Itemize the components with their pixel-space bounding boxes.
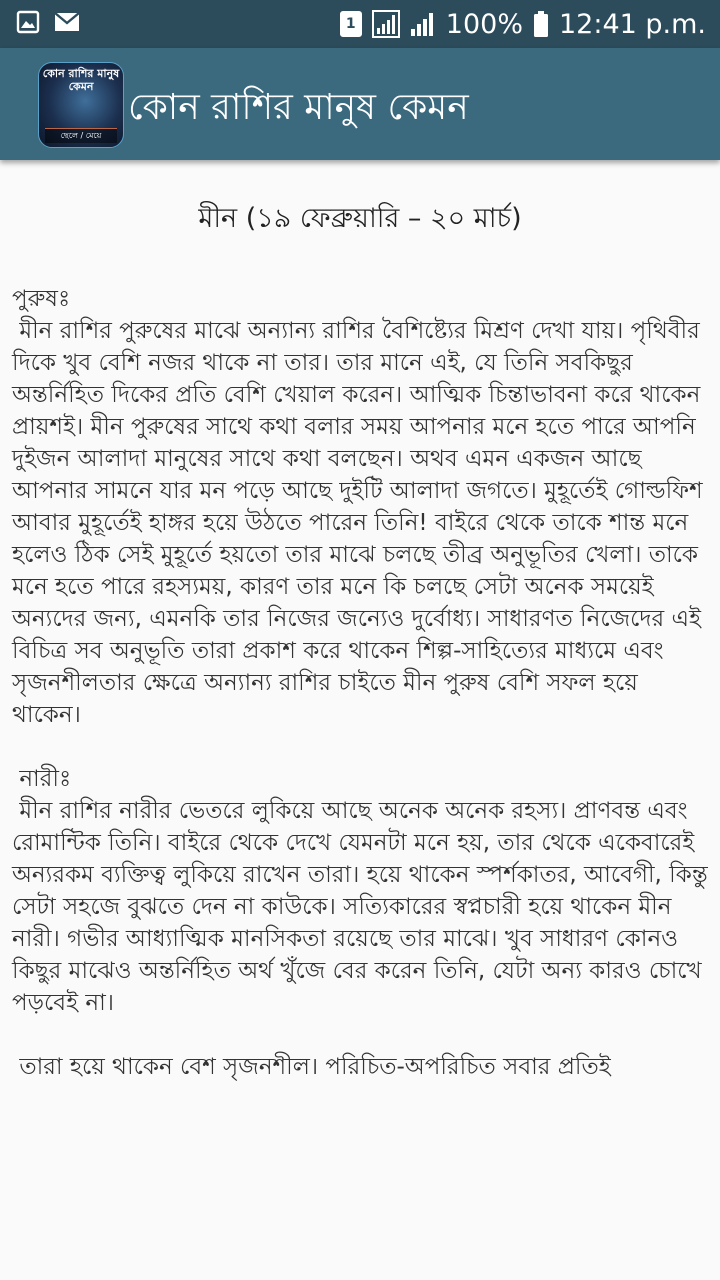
app-logo: [38, 62, 124, 148]
no-signal-icon: [372, 10, 400, 38]
male-paragraph: মীন রাশির পুরুষের মাঝে অন্যান্য রাশির বৈশিষ্ট্যের মিশ্রণ দেখা যায়। পৃথিবীর দিকে খুব বেশি নজর থাকে না তার। তার মানে এই, যে তিনি সবকিছুর অন্তর্নিহিত দিকের প্রতি বেশি খেয়াল করেন। আত্মিক চিন্তাভাবনা করে থাকেন প্রায়শই। মীন পুরুষের সাথে কথা বলার সময় আপনার মনে হতে পারে আপনি দুইজন আলাদা মানুষের সাথে কথা বলছেন। অথব এমন একজন আছে আপনার সামনে যার মন পড়ে আছে দুইটি আলাদা জগতে। মুহূর্তেই গোল্ডফিশ আবার মুহূর্তেই হাঙ্গর হয়ে উঠতে পারেন তিনি! বাইরে থেকে তাকে শান্ত মনে হলেও ঠিক সেই মুহূর্তে হয়তো তার মাঝে চলছে তীব্র অনুভূতির খেলা। তাকে মনে হতে পারে রহস্যময়, কারণ তার মনে কি চলছে সেটা অনেক সময়েই অন্যদের জন্য, এমনকি তার নিজের জন্যেও দুর্বোধ্য। সাধারণত নিজেদের এই বিচিত্র সব অনুভূতি তারা প্রকাশ করে থাকেন শিল্প-সাহিত্যের মাধ্যমে এবং সৃজনশীলতার ক্ষেত্রে অন্যান্য রাশির চাইতে মীন পুরুষ বেশি সফল হয়ে থাকেন।: [12, 318, 710, 728]
female-label: নারীঃ: [12, 766, 72, 792]
sim-icon: 1: [340, 11, 362, 37]
continued-paragraph: তারা হয়ে থাকেন বেশ সৃজনশীল। পরিচিত-অপরিচিত সবার প্রতিই: [12, 1054, 611, 1080]
app-logo-subtext: ছেলে / মেয়ে: [45, 128, 117, 143]
notification-icons: [16, 10, 80, 34]
article-content[interactable]: [12, 160, 715, 1170]
system-status: [340, 4, 706, 44]
article-heading: মীন (১৯ ফেব্রুয়ারি – ২০ মার্চ): [198, 203, 522, 234]
battery-percent: 100%: [445, 8, 523, 40]
app-bar: [0, 48, 720, 160]
clock: 12:41 p.m.: [559, 8, 706, 40]
female-paragraph: মীন রাশির নারীর ভেতরে লুকিয়ে আছে অনেক অনেক রহস্য। প্রাণবন্ত এবং রোমান্টিক তিনি। বাইরে থেকে দেখে যেমনটা মনে হয়, তার থেকে একেবারেই অন্যরকম ব্যক্তিত্ব লুকিয়ে রাখেন তারা। হয়ে থাকেন স্পর্শকাতর, আবেগী, কিন্তু সেটা সহজে বুঝতে দেন না কাউকে। সত্যিকারের স্বপ্নচারী হয়ে থাকেন মীন নারী। গভীর আধ্যাত্মিক মানসিকতা রয়েছে তার মাঝে। খুব সাধারণ কোনও কিছুর মাঝেও অন্তর্নিহিত অর্থ খুঁজে বের করেন তিনি, যেটা অন্য কারও চোখে পড়বেই না।: [12, 798, 715, 1016]
article-body: [12, 283, 715, 1083]
signal-icon: [410, 11, 436, 37]
app-title: কোন রাশির মানুষ কেমন: [128, 87, 469, 128]
app-logo-text: কোন রাশির মানুষ কেমন: [42, 67, 120, 93]
male-label: পুরুষঃ: [12, 286, 71, 312]
gallery-icon: [16, 10, 40, 34]
battery-icon: [533, 10, 549, 38]
status-bar: [0, 0, 720, 48]
mail-icon: [54, 10, 80, 34]
